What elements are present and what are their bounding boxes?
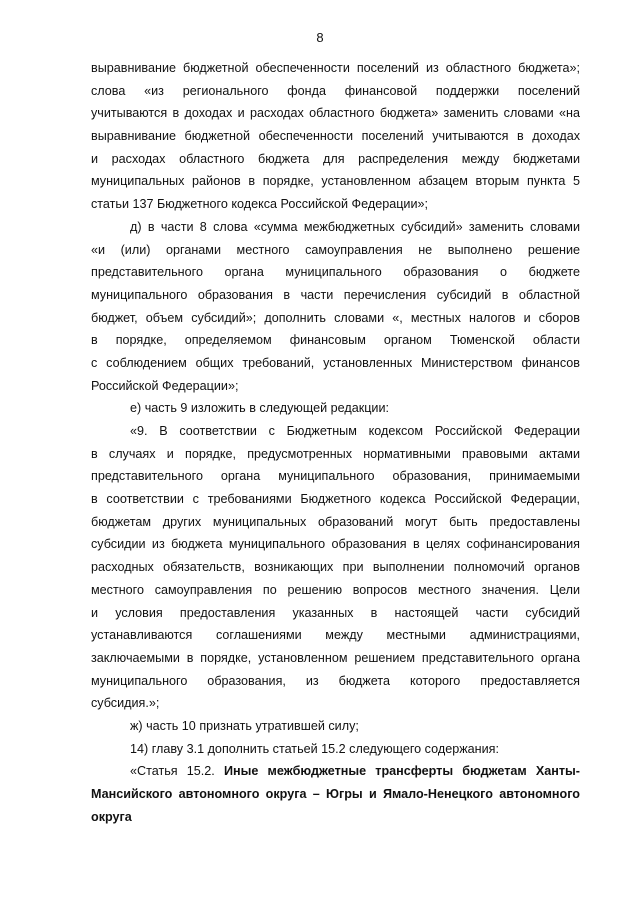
text-line: выравнивание бюджетной обеспеченности поселений из областного бюджета»;	[91, 61, 580, 75]
article-title: Иные межбюджетные трансферты бюджетам Ханты-	[223, 764, 580, 779]
text-line: местного самоуправления по решению вопросов местного значения. Цели	[91, 582, 580, 597]
document-body	[91, 57, 580, 828]
text-line: «и (или) органами местного самоуправления не выполнено решение	[91, 242, 580, 257]
text-line: ж) часть 10 признать утратившей силу;	[130, 718, 359, 733]
text-line: бюджетам других муниципальных образований могут быть предоставлены	[91, 514, 580, 529]
text-line: 14) главу 3.1 дополнить статьей 15.2 следующего содержания:	[130, 741, 499, 756]
text-line: е) часть 9 изложить в следующей редакции:	[130, 401, 389, 416]
text-line: с соблюдением общих требований, установленных Министерством финансов	[91, 355, 580, 370]
article-heading-line	[91, 760, 580, 783]
text-line: муниципального образования в части перечисления субсидий в областной	[91, 287, 580, 302]
page-number: 8	[316, 30, 324, 45]
text-line: статьи 137 Бюджетного кодекса Российской Федерации»;	[91, 197, 428, 212]
text-line: в соответствии с требованиями Бюджетного кодекса Российской Федерации,	[91, 492, 580, 507]
text-line: расходных обязательств, возникающих при выполнении полномочий органов	[91, 560, 580, 575]
text-line: «9. В соответствии с Бюджетным кодексом Российской Федерации	[130, 424, 580, 438]
text-line: заключаемыми в порядке, установленном решением представительного органа	[91, 650, 580, 665]
text-line: д) в части 8 слова «сумма межбюджетных субсидий» заменить словами	[130, 219, 580, 234]
text-line: муниципального образования, из бюджета которого предоставляется	[91, 673, 580, 688]
text-line: в порядке, определяемом финансовым органом Тюменской области	[91, 333, 580, 348]
text-line: устанавливаются соглашениями между местными администрациями,	[91, 628, 580, 643]
text-line: в случаях и порядке, предусмотренных нормативными правовыми актами	[91, 446, 580, 461]
text-line: представительного органа муниципального образования о бюджете	[91, 265, 580, 280]
text-line: учитываются в доходах и расходах областного бюджета» заменить словами «на	[91, 106, 580, 121]
article-title-line: Мансийского автономного округа – Югры и Ямало-Ненецкого автономного	[91, 787, 580, 801]
text-line: Российской Федерации»;	[91, 378, 239, 393]
text-line: субсидии из бюджета муниципального образования в целях софинансирования	[91, 537, 580, 552]
text-line: выравнивание бюджетной обеспеченности поселений учитываются в доходах	[91, 129, 580, 144]
text-line: муниципальных районов в порядке, установленном абзацем вторым пункта 5	[91, 174, 580, 189]
article-number: «Статья 15.2.	[130, 764, 215, 779]
text-line: бюджет, объем субсидий»; дополнить словами «, местных налогов и сборов	[91, 310, 580, 325]
text-line: представительного органа муниципального образования, принимаемыми	[91, 469, 580, 484]
article-title-line: округа	[91, 809, 132, 824]
text-line: и расходах областного бюджета для распределения между бюджетами	[91, 151, 580, 166]
text-line: слова «из регионального фонда финансовой поддержки поселений	[91, 83, 580, 98]
text-line: и условия предоставления указанных в настоящей части субсидий	[91, 605, 580, 620]
text-line: субсидия.»;	[91, 696, 160, 711]
